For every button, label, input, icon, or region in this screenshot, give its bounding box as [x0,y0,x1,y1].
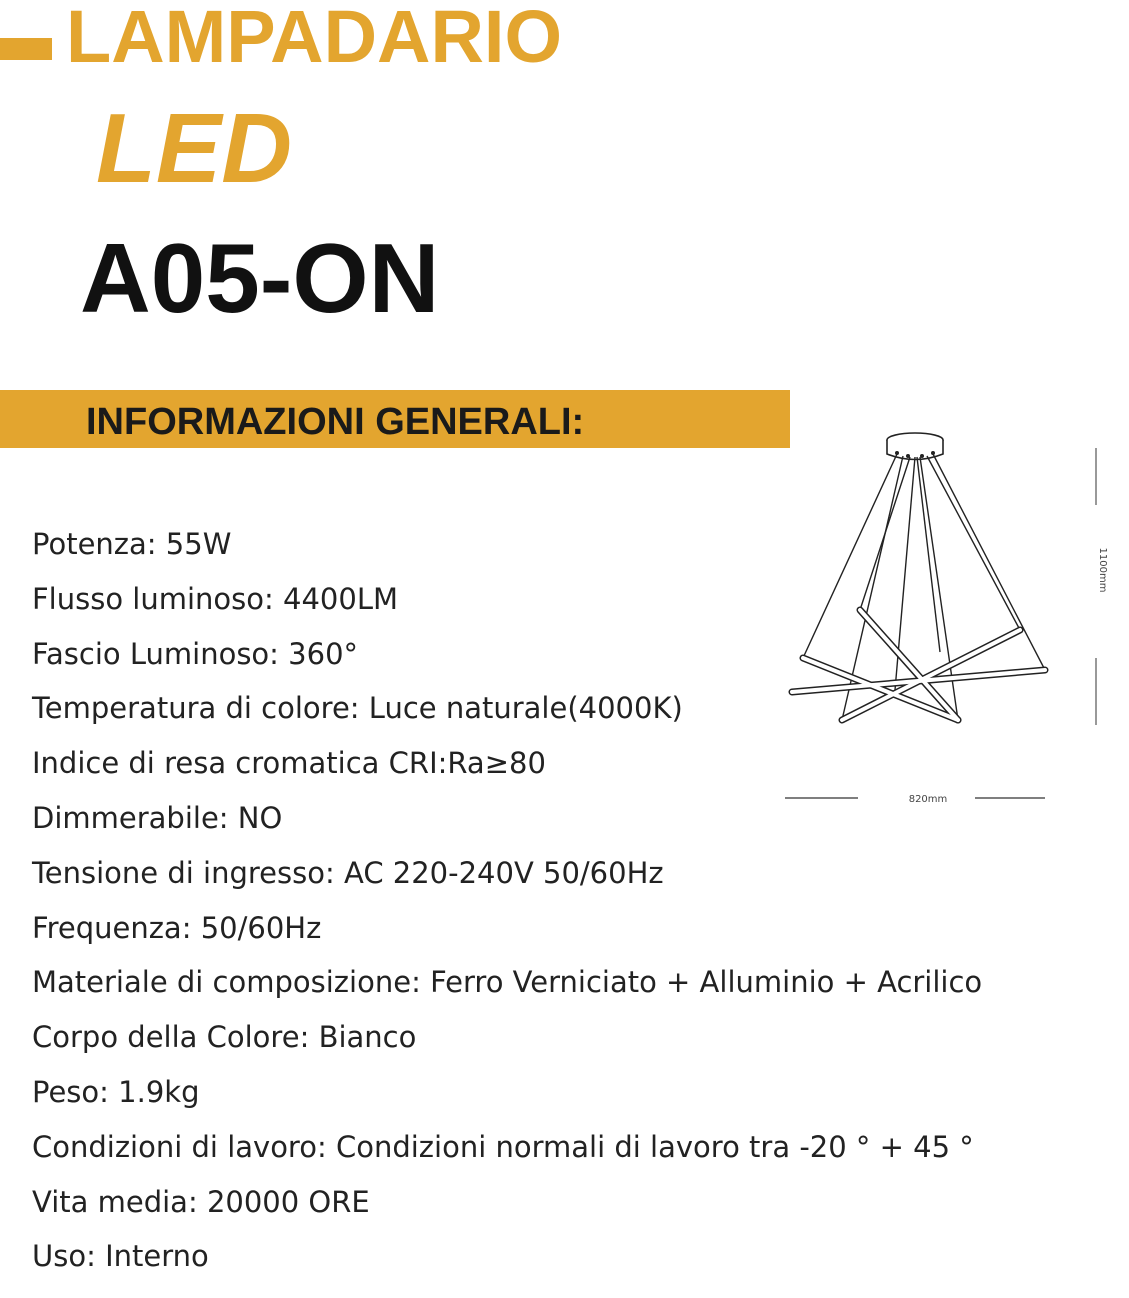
spec-row-tensione [32,846,982,901]
spec-label: Peso [32,1074,100,1109]
width-dimension [785,794,1045,805]
spec-value: NO [237,800,283,835]
spec-value: Luce naturale(4000K) [368,691,683,726]
spec-label: Flusso luminoso [32,581,265,616]
spec-label: Materiale di composizione [32,965,412,1000]
spec-label: Indice di resa cromatica CRI [32,746,438,781]
spec-value: Condizioni normali di lavoro tra -20 ° + 45 ° [335,1129,974,1164]
spec-separator: : [99,1074,119,1109]
spec-row-uso [32,1229,982,1284]
spec-separator: : [181,910,201,945]
width-dimension-label: 820mm [908,794,948,805]
spec-separator: : [299,1020,319,1055]
spec-separator: : [218,800,238,835]
height-dimension [1096,448,1108,725]
spec-label: Tensione di ingresso [32,855,325,890]
spec-value: Interno [105,1239,209,1274]
spec-label: Uso [32,1239,87,1274]
title-led: LED [96,93,292,203]
spec-row-condizioni [32,1120,982,1175]
spec-separator: : [269,636,289,671]
spec-label: Vita media [32,1184,188,1219]
spec-separator: : [187,1184,207,1219]
title-accent-bar [0,38,52,60]
spec-separator: : [324,855,344,890]
title-lampadario: LAMPADARIO [66,0,563,78]
spec-value: Ferro Verniciato + Alluminio + Acrilico [430,965,983,1000]
spec-row-peso [32,1065,982,1120]
spec-separator: : [86,1239,106,1274]
spec-value: 1.9kg [118,1074,200,1109]
spec-separator: : [437,746,448,781]
spec-value: 4400LM [283,581,398,616]
spec-separator: : [264,581,284,616]
spec-value: 50/60Hz [200,910,322,945]
spec-value: 360° [288,636,359,671]
spec-label: Corpo della Colore [32,1020,300,1055]
spec-label: Dimmerabile [32,800,219,835]
spec-row-frequenza [32,901,982,956]
section-heading: INFORMAZIONI GENERALI: [86,401,585,443]
spec-value: Bianco [318,1020,417,1055]
spec-separator: : [146,527,166,561]
height-dimension-label: 1100mm [1097,547,1108,593]
spec-row-colore [32,1010,982,1065]
spec-value: 20000 ORE [206,1184,370,1219]
model-code: A05-ON [80,223,440,333]
spec-row-materiale [32,955,982,1010]
spec-value: 55W [165,527,232,561]
spec-label: Frequenza [32,910,182,945]
spec-value: AC 220-240V 50/60Hz [343,855,664,890]
spec-label: Temperatura di colore [32,691,350,726]
spec-separator: : [411,965,431,1000]
spec-label: Fascio Luminoso [32,636,270,671]
spec-value: Ra≥80 [447,746,546,781]
spec-label: Potenza [32,527,147,561]
spec-separator: : [349,691,369,726]
chandelier-dimension-diagram [770,420,1110,820]
spec-label: Condizioni di lavoro [32,1129,317,1164]
spec-separator: : [316,1129,336,1164]
spec-row-vita [32,1175,982,1230]
chandelier-illustration [792,433,1045,720]
